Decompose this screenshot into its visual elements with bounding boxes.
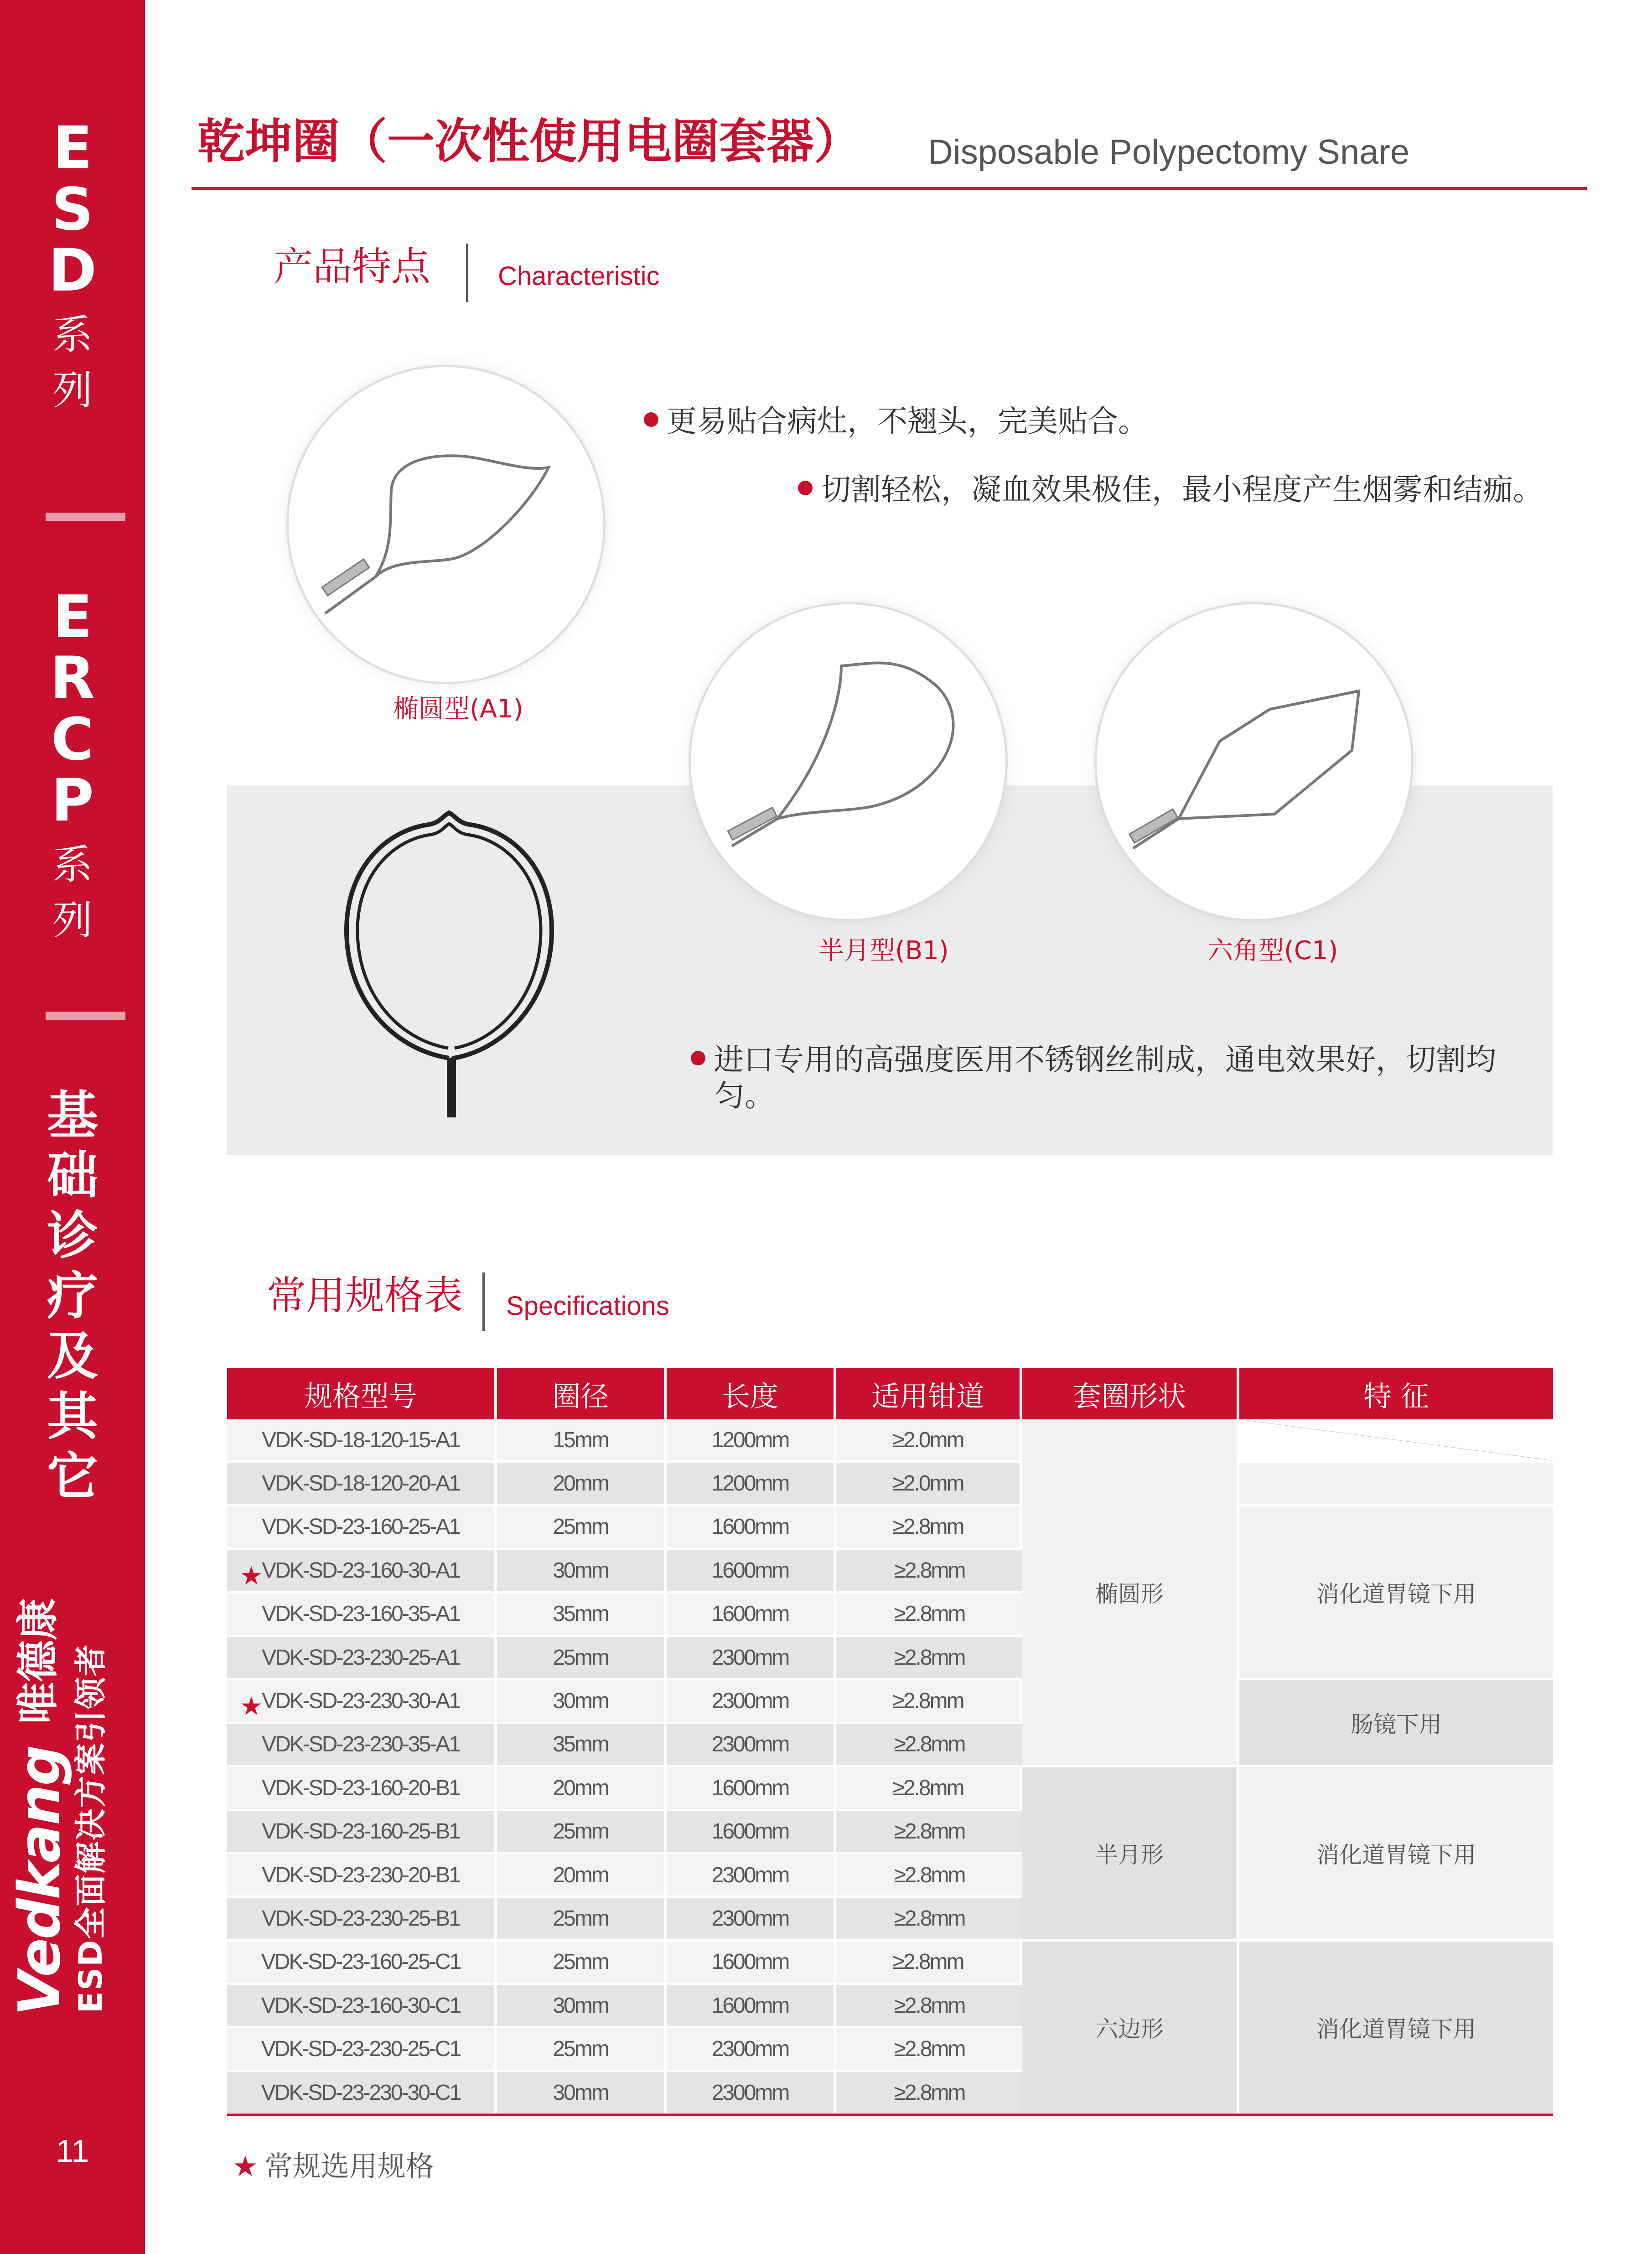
cell-text: ≥2.8mm (894, 1819, 965, 1844)
cell-length (667, 1985, 836, 2028)
product-image-hexagon (1094, 602, 1414, 921)
star-icon: ★ (233, 2150, 258, 2183)
sidebar-divider (46, 513, 125, 521)
cell-length (667, 1724, 836, 1767)
cell-feature: 肠镜下用 (1239, 1680, 1553, 1767)
cell-model (227, 1985, 497, 2028)
cell-model (227, 1637, 497, 1680)
product-image-oval (286, 365, 606, 684)
cell-text: 2300mm (711, 1906, 789, 1931)
cell-text: 25mm (553, 1819, 608, 1844)
sidebar-basic-char: 疗 (47, 1267, 98, 1326)
feature-text: 进口专用的高强度医用不锈钢丝制成，通电效果好，切割均匀。 (714, 1042, 1496, 1114)
page-title: 乾坤圈（一次性使用电圈套器） (197, 114, 862, 169)
cell-channel (836, 1724, 1022, 1767)
cell-diameter (497, 1506, 667, 1550)
column-header: 长度 (667, 1368, 836, 1419)
sidebar-basic-char: 及 (47, 1327, 98, 1386)
table-note (233, 2144, 434, 2184)
cell-text: ≥2.8mm (894, 1732, 965, 1757)
column-header: 套圈形状 (1022, 1368, 1239, 1419)
brand-name-cn: 唯德康 (14, 1598, 62, 1724)
cell-text: 25mm (553, 1645, 608, 1670)
cell-channel (836, 1811, 1022, 1854)
cell-diameter (497, 1767, 667, 1811)
star-icon: ★ (240, 1561, 263, 1590)
bullet-dot-icon (798, 481, 813, 495)
cell-text: VDK-SD-23-230-25-B1 (262, 1906, 460, 1931)
cell-model (227, 1724, 497, 1767)
cell-text: VDK-SD-23-230-25-A1 (262, 1645, 460, 1670)
cell-channel (836, 1985, 1022, 2028)
cell-text: 2300mm (711, 1645, 789, 1670)
table-row (227, 1767, 1553, 1811)
cell-channel (836, 1506, 1022, 1550)
cell-model (227, 1854, 497, 1898)
cell-channel (836, 2072, 1022, 2115)
cell-text: ≥2.8mm (894, 1645, 965, 1670)
cell-shape: 六边形 (1022, 1942, 1239, 2116)
sidebar-esd-suffix: 系 (52, 311, 93, 358)
brand-slogan: ESD全面解决方案引领者 (72, 1643, 109, 2013)
cell-text: ≥2.8mm (894, 1993, 965, 2018)
cell-length (667, 1680, 836, 1724)
cell-text: 2300mm (711, 1732, 789, 1757)
cell-channel (836, 1594, 1022, 1637)
cell-text: VDK-SD-23-160-25-A1 (262, 1515, 460, 1539)
cell-text: 30mm (553, 1558, 608, 1583)
cell-text: 1600mm (711, 1515, 789, 1539)
sidebar-ercp-letter: E (52, 583, 93, 651)
heading-divider (466, 244, 468, 302)
cell-model (227, 1767, 497, 1811)
cell-length (667, 2072, 836, 2115)
cell-length (667, 1419, 836, 1463)
cell-feature: 消化道胃镜下用 (1239, 1506, 1553, 1681)
sidebar-basic-char: 基 (47, 1086, 98, 1145)
cell-text: ≥2.8mm (894, 1863, 965, 1887)
cell-length (667, 1811, 836, 1854)
cell-text: 2300mm (711, 2037, 789, 2062)
cell-feature-empty (1239, 1463, 1553, 1506)
feature-bullet (644, 403, 1148, 439)
cell-text: 1200mm (711, 1428, 789, 1452)
brand-block (6, 1505, 129, 2016)
sidebar-basic-char: 诊 (47, 1206, 98, 1266)
cell-channel (836, 1419, 1022, 1463)
cell-length (667, 1942, 836, 1985)
cell-diameter (497, 2028, 667, 2072)
cell-diameter (497, 1985, 667, 2028)
sidebar-divider (46, 1012, 125, 1020)
product-label-b1: 半月型(B1) (818, 936, 949, 966)
star-icon: ★ (240, 1692, 263, 1721)
feature-bullet (798, 472, 1543, 508)
cell-text: ≥2.8mm (894, 2037, 965, 2062)
cell-channel (836, 1942, 1022, 1985)
cell-channel (836, 1550, 1022, 1593)
cell-text: 25mm (553, 1906, 608, 1931)
cell-text: VDK-SD-18-120-20-A1 (262, 1471, 460, 1496)
cell-text: VDK-SD-23-160-30-C1 (261, 1993, 461, 2018)
cell-feature-empty (1239, 1419, 1553, 1463)
page-number: 11 (56, 2133, 89, 2169)
cell-channel (836, 1898, 1022, 1941)
cell-model (227, 1811, 497, 1854)
cell-text: ≥2.8mm (894, 1602, 965, 1626)
cell-text: 2300mm (711, 1863, 789, 1887)
cell-text: 30mm (553, 1689, 608, 1714)
cell-text: VDK-SD-18-120-15-A1 (262, 1428, 460, 1452)
bullet-dot-icon (691, 1051, 705, 1065)
column-header: 适用钳道 (836, 1368, 1022, 1419)
sidebar-esd-letter: D (48, 237, 97, 305)
cell-shape: 半月形 (1022, 1767, 1239, 1942)
cell-model (227, 1419, 497, 1463)
cell-feature: 消化道胃镜下用 (1239, 1767, 1553, 1942)
table-row (227, 1506, 1553, 1550)
cell-text: ≥2.8mm (892, 1689, 963, 1714)
cell-text: 30mm (553, 2080, 608, 2105)
cell-model (227, 2072, 497, 2115)
cell-text: VDK-SD-23-160-35-A1 (262, 1602, 460, 1626)
diagonal-line (1239, 1419, 1553, 1460)
column-header: 圈径 (497, 1368, 667, 1419)
cell-text: 1600mm (711, 1776, 789, 1800)
cell-text: 2300mm (711, 1689, 789, 1714)
cell-model (227, 1898, 497, 1941)
cell-text: 30mm (553, 1993, 608, 2018)
cell-text: ≥2.8mm (892, 1776, 963, 1800)
cell-text: 1600mm (711, 1602, 789, 1626)
cell-diameter (497, 1463, 667, 1506)
cell-text: 20mm (553, 1471, 608, 1496)
cell-diameter (497, 1942, 667, 1985)
cell-channel (836, 2028, 1022, 2072)
column-header: 特 征 (1239, 1368, 1553, 1419)
cell-text: 35mm (553, 1732, 608, 1757)
cell-channel (836, 1463, 1022, 1506)
cell-diameter (497, 1594, 667, 1637)
cell-length (667, 1506, 836, 1550)
cell-channel (836, 1680, 1022, 1724)
cell-model (227, 1506, 497, 1550)
page-title-en: Disposable Polypectomy Snare (928, 133, 1410, 171)
cell-diameter (497, 1419, 667, 1463)
cell-model (227, 2028, 497, 2072)
cell-text: 1200mm (711, 1471, 789, 1496)
sidebar-ercp-suffix: 系 (52, 841, 93, 888)
characteristic-heading: 产品特点 (274, 244, 430, 290)
cell-text: ≥2.8mm (894, 2080, 965, 2105)
cell-text: VDK-SD-23-230-30-A1 (262, 1689, 460, 1714)
cell-diameter (497, 1680, 667, 1724)
cell-model (227, 1680, 497, 1724)
cell-model (227, 1550, 497, 1593)
sidebar-ercp-letter: P (51, 767, 94, 835)
product-label-c1: 六角型(C1) (1207, 936, 1338, 966)
cell-text: VDK-SD-23-230-30-C1 (261, 2080, 461, 2105)
sidebar-esd-suffix: 列 (52, 367, 93, 414)
cell-channel (836, 1637, 1022, 1680)
cell-model (227, 1463, 497, 1506)
sidebar-basic-char: 它 (47, 1447, 98, 1506)
brand-logo: Vedkang (6, 1746, 73, 2016)
bullet-dot-icon (644, 412, 658, 427)
feature-text: 更易贴合病灶，不翘头，完美贴合。 (667, 404, 1148, 439)
table-row (227, 1419, 1553, 1463)
cell-text: VDK-SD-23-160-20-B1 (262, 1776, 460, 1800)
spec-table (227, 1368, 1553, 2115)
cell-text: 20mm (553, 1863, 608, 1887)
cell-text: 2300mm (711, 2080, 789, 2105)
column-header: 规格型号 (227, 1368, 497, 1419)
cell-length (667, 1898, 836, 1941)
sidebar (0, 0, 145, 2254)
product-label-a1: 椭圆型(A1) (393, 694, 523, 724)
cell-diameter (497, 2072, 667, 2115)
cell-text: ≥2.8mm (892, 1515, 963, 1539)
cell-length (667, 1854, 836, 1898)
cell-text: 15mm (553, 1428, 608, 1452)
cell-text: 1600mm (711, 1993, 789, 2018)
cell-text: ≥2.0mm (892, 1428, 963, 1452)
specifications-heading: 常用规格表 (267, 1273, 463, 1319)
cell-channel (836, 1854, 1022, 1898)
cell-text: VDK-SD-23-160-30-A1 (262, 1558, 460, 1583)
feature-bullet (691, 1042, 1512, 1114)
snare-loop-illustration (337, 803, 575, 1131)
cell-diameter (497, 1550, 667, 1593)
cell-text: VDK-SD-23-160-25-C1 (261, 1950, 461, 1974)
sidebar-esd-letter: E (52, 114, 93, 182)
table-header-row (227, 1368, 1553, 1419)
heading-divider (482, 1272, 485, 1331)
cell-model (227, 1594, 497, 1637)
sidebar-ercp-letter: C (51, 706, 94, 774)
cell-text: VDK-SD-23-160-25-B1 (262, 1819, 460, 1844)
cell-diameter (497, 1724, 667, 1767)
sidebar-ercp-suffix: 列 (52, 897, 93, 944)
cell-diameter (497, 1637, 667, 1680)
title-underline (192, 187, 1587, 190)
specifications-heading-en: Specifications (506, 1291, 669, 1321)
cell-text: 35mm (553, 1602, 608, 1626)
cell-text: VDK-SD-23-230-20-B1 (262, 1863, 460, 1887)
cell-text: ≥2.8mm (894, 1906, 965, 1931)
note-text: 常规选用规格 (264, 2150, 434, 2183)
cell-length (667, 1594, 836, 1637)
cell-diameter (497, 1854, 667, 1898)
cell-text: ≥2.8mm (894, 1558, 965, 1583)
cell-length (667, 2028, 836, 2072)
product-image-halfmoon (689, 602, 1008, 921)
cell-text: 25mm (553, 2037, 608, 2062)
sidebar-basic-char: 其 (47, 1387, 98, 1446)
cell-text: ≥2.0mm (892, 1471, 963, 1496)
table-bottom-rule (227, 2114, 1553, 2116)
cell-diameter (497, 1898, 667, 1941)
sidebar-basic-char: 础 (47, 1146, 98, 1205)
cell-shape: 椭圆形 (1022, 1419, 1239, 1767)
cell-text: VDK-SD-23-230-25-C1 (261, 2037, 461, 2062)
cell-length (667, 1550, 836, 1593)
table-row (227, 1680, 1553, 1724)
cell-text: 1600mm (711, 1558, 789, 1583)
cell-text: 25mm (553, 1515, 608, 1539)
cell-model (227, 1942, 497, 1985)
cell-text: VDK-SD-23-230-35-A1 (262, 1732, 460, 1757)
feature-text: 切割轻松，凝血效果极佳，最小程度产生烟雾和结痂。 (821, 472, 1543, 507)
table-row (227, 1463, 1553, 1506)
sidebar-ercp-letter: R (50, 644, 95, 712)
characteristic-heading-en: Characteristic (498, 261, 660, 291)
cell-text: 1600mm (711, 1950, 789, 1974)
cell-length (667, 1463, 836, 1506)
table-row (227, 1942, 1553, 1985)
cell-text: ≥2.8mm (892, 1950, 963, 1974)
cell-length (667, 1637, 836, 1680)
cell-text: 25mm (553, 1950, 608, 1974)
cell-text: 1600mm (711, 1819, 789, 1844)
cell-channel (836, 1767, 1022, 1811)
cell-length (667, 1767, 836, 1811)
sidebar-esd-letter: S (51, 176, 94, 244)
cell-text: 20mm (553, 1776, 608, 1800)
cell-feature: 消化道胃镜下用 (1239, 1942, 1553, 2116)
cell-diameter (497, 1811, 667, 1854)
